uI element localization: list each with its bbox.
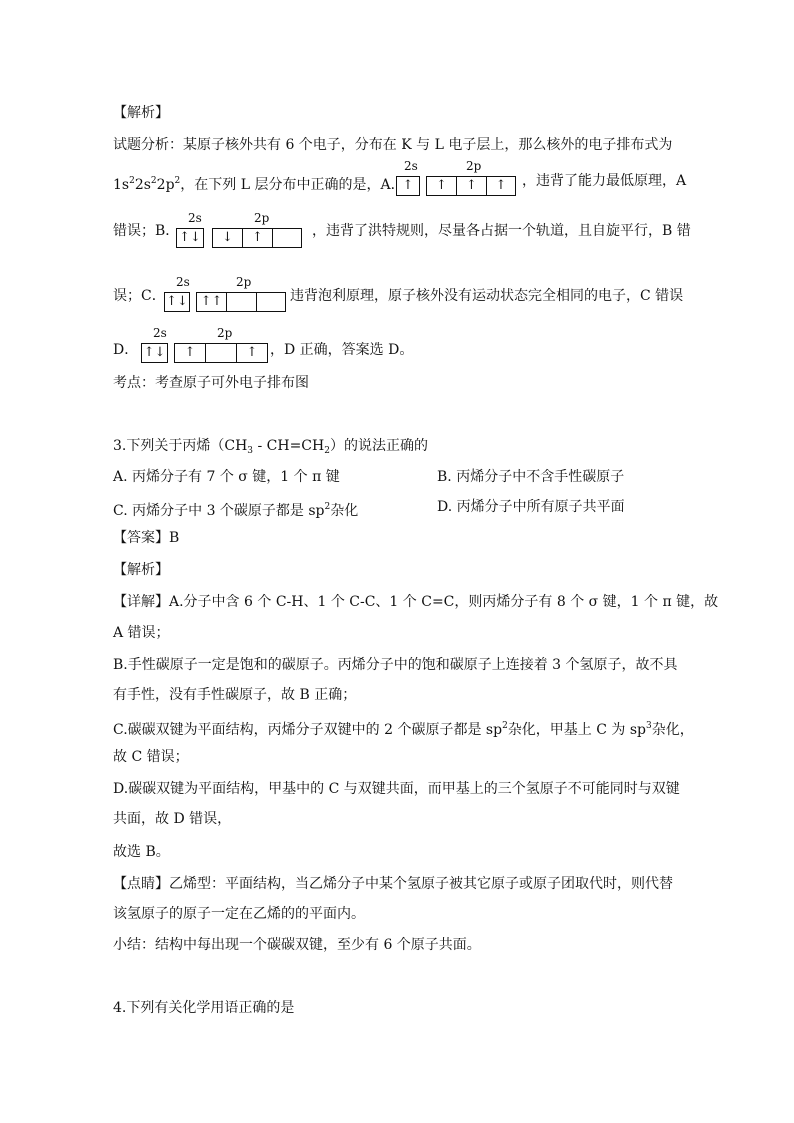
q3-detail-9: 故选 B。 — [113, 844, 170, 860]
q3-summary: 小结：结构中每出现一个碳碳双键，至少有 6 个原子共面。 — [113, 937, 481, 953]
q3-detail-6: 故 C 错误； — [113, 749, 189, 765]
q3-option-d: D. 丙烯分子中所有原子共平面 — [437, 499, 625, 515]
analysis-line-5: D． — [113, 342, 139, 358]
q3-option-a: A. 丙烯分子有 7 个 σ 键，1 个 π 键 — [113, 469, 340, 485]
q3-analysis-heading: 【解析】 — [113, 562, 169, 578]
q3-option-c: C. 丙烯分子中 3 个碳原子都是 $sp^2$杂化 — [113, 502, 359, 519]
q3-detail-3: B.手性碳原子一定是饱和的碳原子。丙烯分子中的饱和碳原子上连接着 3 个氢原子，故不具 — [113, 657, 678, 673]
q3-tip-1: 【点睛】乙烯型：平面结构，当乙烯分子中某个氢原子被其它原子或原子团取代时，则代替 — [113, 876, 673, 892]
q3-tip-2: 该氢原子的原子一定在乙烯的的平面内。 — [113, 906, 365, 922]
q3-detail-2: A 错误； — [113, 625, 170, 641]
analysis-line-2: $1s^22s^22p^2$，在下列 L 层分布中正确的是，A． — [113, 176, 405, 193]
analysis-line-3: 错误；B． — [113, 223, 180, 239]
analysis-line-3-tail: ，违背了洪特规则，尽量各占据一个轨道，且自旋平行，B 错 — [312, 223, 691, 239]
q3-detail-8: 共面，故 D 错误， — [113, 811, 232, 827]
analysis-line-4: 误；C． — [113, 288, 166, 304]
analysis-line-4-tail: 违背泡利原理，原子核外没有运动状态完全相同的电子，C 错误 — [290, 288, 684, 304]
analysis-line-2-tail: ，违背了能力最低原理，A — [522, 173, 687, 189]
q3-detail-1: 【详解】A.分子中含 6 个 C-H、1 个 C-C、1 个 C=C，则丙烯分子有 8 个 σ 键，1 个 π 键，故 — [113, 594, 719, 610]
analysis-line-1: 试题分析：某原子核外共有 6 个电子，分布在 K 与 L 电子层上，那么核外的电子排布式为 — [113, 137, 673, 153]
exam-point: 考点：考查原子可外电子排布图 — [113, 375, 309, 391]
q3-stem: 3.下列关于丙烯$(CH_3 - CH=CH_2)$的说法正确的 — [113, 438, 428, 456]
q3-option-b: B. 丙烯分子中不含手性碳原子 — [437, 469, 625, 485]
q3-detail-4: 有手性，没有手性碳原子，故 B 正确； — [113, 687, 357, 703]
q3-detail-7: D.碳碳双键为平面结构，甲基中的 C 与双键共面，而甲基上的三个氢原子不可能同时与双键 — [113, 781, 680, 797]
q3-detail-5: C.碳碳双键为平面结构，丙烯分子双键中的 2 个碳原子都是 $sp^2$杂化，甲基上 C 为 $sp^3$杂化， — [113, 721, 694, 738]
q4-stem: 4.下列有关化学用语正确的是 — [113, 1000, 295, 1016]
analysis-heading: 【解析】 — [113, 105, 169, 121]
q3-answer: 【答案】B — [113, 530, 180, 546]
analysis-line-5-tail: ，D 正确，答案选 D。 — [270, 342, 414, 358]
